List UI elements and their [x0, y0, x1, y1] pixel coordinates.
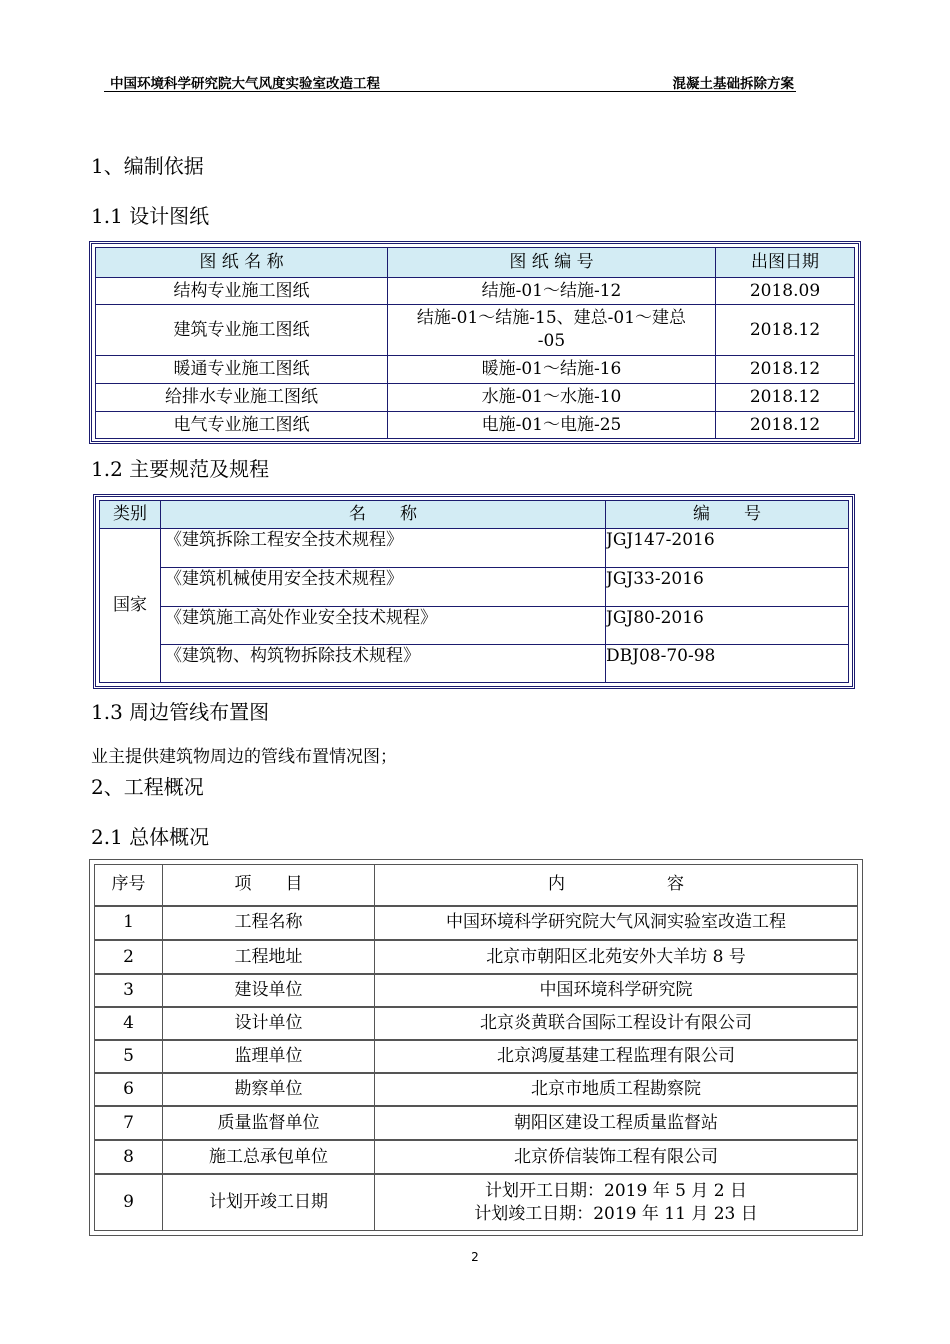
table-row	[96, 412, 855, 439]
drawing-code: 结施-01～结施-12	[388, 278, 716, 305]
drawing-code: 电施-01～电施-25	[388, 412, 716, 439]
drawings-header-code: 图 纸 编 号	[388, 248, 716, 278]
section-1-3-heading: 1.3 周边管线布置图	[91, 700, 270, 724]
standards-header-code: 编 号	[606, 501, 849, 529]
overview-no: 9	[95, 1174, 163, 1230]
overview-end-date: 计划竣工日期：2019 年 11 月 23 日	[474, 1203, 758, 1224]
header-project-title: 中国环境科学研究院大气风度实验室改造工程	[110, 76, 380, 92]
overview-content: 中国环境科学研究院大气风洞实验室改造工程	[375, 906, 858, 941]
table-row	[96, 384, 855, 412]
standard-name: 《建筑物、构筑物拆除技术规程》	[161, 644, 606, 682]
drawing-name: 建筑专业施工图纸	[96, 305, 388, 356]
overview-no: 1	[95, 906, 163, 941]
overview-no: 2	[95, 940, 163, 974]
table-row	[95, 940, 858, 974]
overview-no: 7	[95, 1106, 163, 1140]
overview-content: 北京市地质工程勘察院	[375, 1073, 858, 1107]
drawing-code: 水施-01～水施-10	[388, 384, 716, 412]
standard-code: JGJ33-2016	[606, 568, 849, 606]
drawing-code: 暖施-01～结施-16	[388, 356, 716, 384]
drawing-date: 2018.12	[716, 412, 855, 439]
standard-name: 《建筑施工高处作业安全技术规程》	[161, 606, 606, 644]
table-row	[100, 568, 849, 606]
overview-content: 朝阳区建设工程质量监督站	[375, 1106, 858, 1140]
table-row	[100, 644, 849, 682]
overview-content: 北京市朝阳区北苑安外大羊坊 8 号	[375, 940, 858, 974]
table-row	[96, 356, 855, 384]
table-row	[95, 1140, 858, 1174]
overview-content: 中国环境科学研究院	[375, 974, 858, 1007]
table-row	[96, 278, 855, 305]
drawings-header-date: 出图日期	[716, 248, 855, 278]
section-2-1-heading: 2.1 总体概况	[91, 825, 210, 849]
overview-content: 北京侨信装饰工程有限公司	[375, 1140, 858, 1174]
table-row	[95, 906, 858, 941]
section-1-3-text: 业主提供建筑物周边的管线布置情况图；	[91, 747, 397, 767]
standards-header-category: 类别	[100, 501, 161, 529]
overview-item: 工程地址	[163, 940, 375, 974]
table-row	[95, 1174, 858, 1230]
section-2-heading: 2、工程概况	[91, 775, 204, 799]
header-document-title: 混凝土基础拆除方案	[672, 76, 794, 92]
standard-code: DBJ08-70-98	[606, 644, 849, 682]
overview-item: 质量监督单位	[163, 1106, 375, 1140]
overview-no: 8	[95, 1140, 163, 1174]
overview-item: 监理单位	[163, 1040, 375, 1073]
table-row	[95, 1040, 858, 1073]
drawing-date: 2018.12	[716, 305, 855, 356]
table-row	[96, 305, 855, 356]
page-header	[104, 70, 796, 92]
overview-content: 北京炎黄联合国际工程设计有限公司	[375, 1007, 858, 1040]
overview-table	[89, 859, 863, 1236]
drawings-header-name: 图 纸 名 称	[96, 248, 388, 278]
drawing-code	[388, 305, 716, 356]
overview-item: 勘察单位	[163, 1073, 375, 1107]
table-row	[100, 529, 849, 568]
overview-header-content: 内 容	[375, 865, 858, 906]
overview-content	[375, 1174, 858, 1230]
standards-table	[93, 494, 855, 689]
drawing-date: 2018.12	[716, 356, 855, 384]
overview-no: 3	[95, 974, 163, 1007]
table-row	[95, 1007, 858, 1040]
overview-content: 北京鸿厦基建工程监理有限公司	[375, 1040, 858, 1073]
overview-no: 4	[95, 1007, 163, 1040]
overview-item: 建设单位	[163, 974, 375, 1007]
overview-item: 工程名称	[163, 906, 375, 941]
table-row	[95, 1106, 858, 1140]
drawing-name: 暖通专业施工图纸	[96, 356, 388, 384]
drawing-date: 2018.12	[716, 384, 855, 412]
standard-code: JGJ80-2016	[606, 606, 849, 644]
drawing-date: 2018.09	[716, 278, 855, 305]
table-row	[100, 606, 849, 644]
overview-item: 计划开竣工日期	[163, 1174, 375, 1230]
drawing-name: 电气专业施工图纸	[96, 412, 388, 439]
standard-code: JGJ147-2016	[606, 529, 849, 568]
section-1-2-heading: 1.2 主要规范及规程	[91, 457, 270, 481]
section-1-heading: 1、编制依据	[91, 154, 204, 178]
standards-header-name: 名 称	[161, 501, 606, 529]
overview-start-date: 计划开工日期：2019 年 5 月 2 日	[485, 1180, 747, 1201]
overview-no: 6	[95, 1073, 163, 1107]
overview-header-no: 序号	[95, 865, 163, 906]
standard-name: 《建筑机械使用安全技术规程》	[161, 568, 606, 606]
drawings-table	[89, 241, 861, 444]
standard-name: 《建筑拆除工程安全技术规程》	[161, 529, 606, 568]
drawing-code-line-1: 结施-01～结施-15、建总-01～建总	[416, 308, 687, 328]
overview-no: 5	[95, 1040, 163, 1073]
drawing-name: 结构专业施工图纸	[96, 278, 388, 305]
overview-header-item: 项 目	[163, 865, 375, 906]
drawing-name: 给排水专业施工图纸	[96, 384, 388, 412]
standards-category: 国家	[100, 529, 161, 683]
drawing-code-line-2: -05	[537, 331, 566, 351]
table-row	[95, 1073, 858, 1107]
overview-item: 设计单位	[163, 1007, 375, 1040]
page-number: 2	[471, 1250, 479, 1264]
table-row	[95, 974, 858, 1007]
section-1-1-heading: 1.1 设计图纸	[91, 204, 210, 228]
overview-item: 施工总承包单位	[163, 1140, 375, 1174]
